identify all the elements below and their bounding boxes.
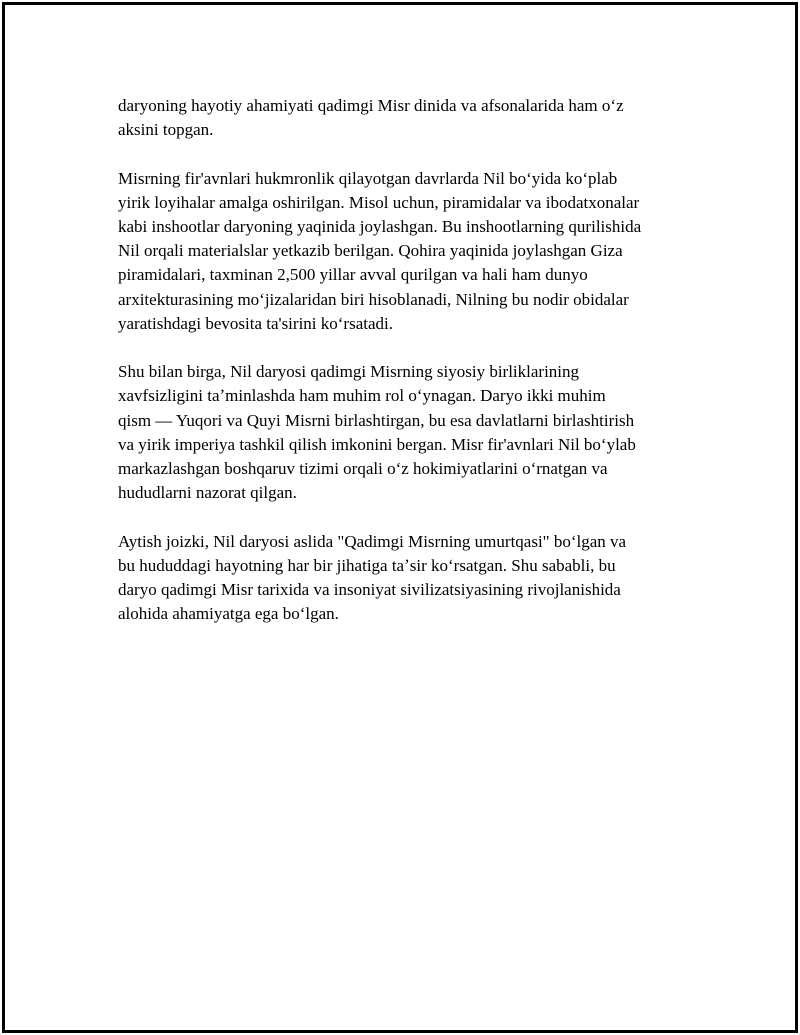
paragraph-1: daryoning hayotiy ahamiyati qadimgi Misr dinida va afsonalarida ham oʻz aksini topgan.	[118, 96, 624, 140]
paragraph-4: Aytish joizki, Nil daryosi aslida "Qadimgi Misrning umurtqasi" boʻlgan va bu hududdagi hayotning har bir jihatiga taʼsir koʻrsatgan. Shu sababli, bu daryo qadimgi Misr tarixida va insoniyat sivilizatsiyasining rivojlanishida alohida ahamiyatga ega boʻlgan.	[118, 531, 627, 624]
paragraph-2: Misrning fir'avnlari hukmronlik qilayotgan davrlarda Nil boʻyida koʻplab yirik loyihalar amalga oshirilgan. Misol uchun, piramidalar va ibodatxonalar kabi inshootlar daryoning yaqinida joylashgan. Bu inshootlarning qurilishida Nil orqali materialslar yetkazib berilgan. Qohira yaqinida joylashgan Giza piramidalari, taxminan 2,500 yillar avval qurilgan va hali ham dunyo arxitekturasining moʻjizalaridan biri hisoblanadi, Nilning bu nodir obidalar yaratishdagi bevosita ta'sirini koʻrsatadi.	[118, 168, 642, 333]
document-body	[118, 94, 690, 651]
paragraph-3: Shu bilan birga, Nil daryosi qadimgi Misrning siyosiy birliklarining xavfsizligini taʼminlashda ham muhim rol oʻynagan. Daryo ikki muhim qism — Yuqori va Quyi Misrni birlashtirgan, bu esa davlatlarni birlashtirish va yirik imperiya tashkil qilish imkonini bergan. Misr fir'avnlari Nil boʻylab markazlashgan boshqaruv tizimi orqali oʻz hokimiyatlarini oʻrnatgan va hududlarni nazorat qilgan.	[118, 362, 636, 503]
